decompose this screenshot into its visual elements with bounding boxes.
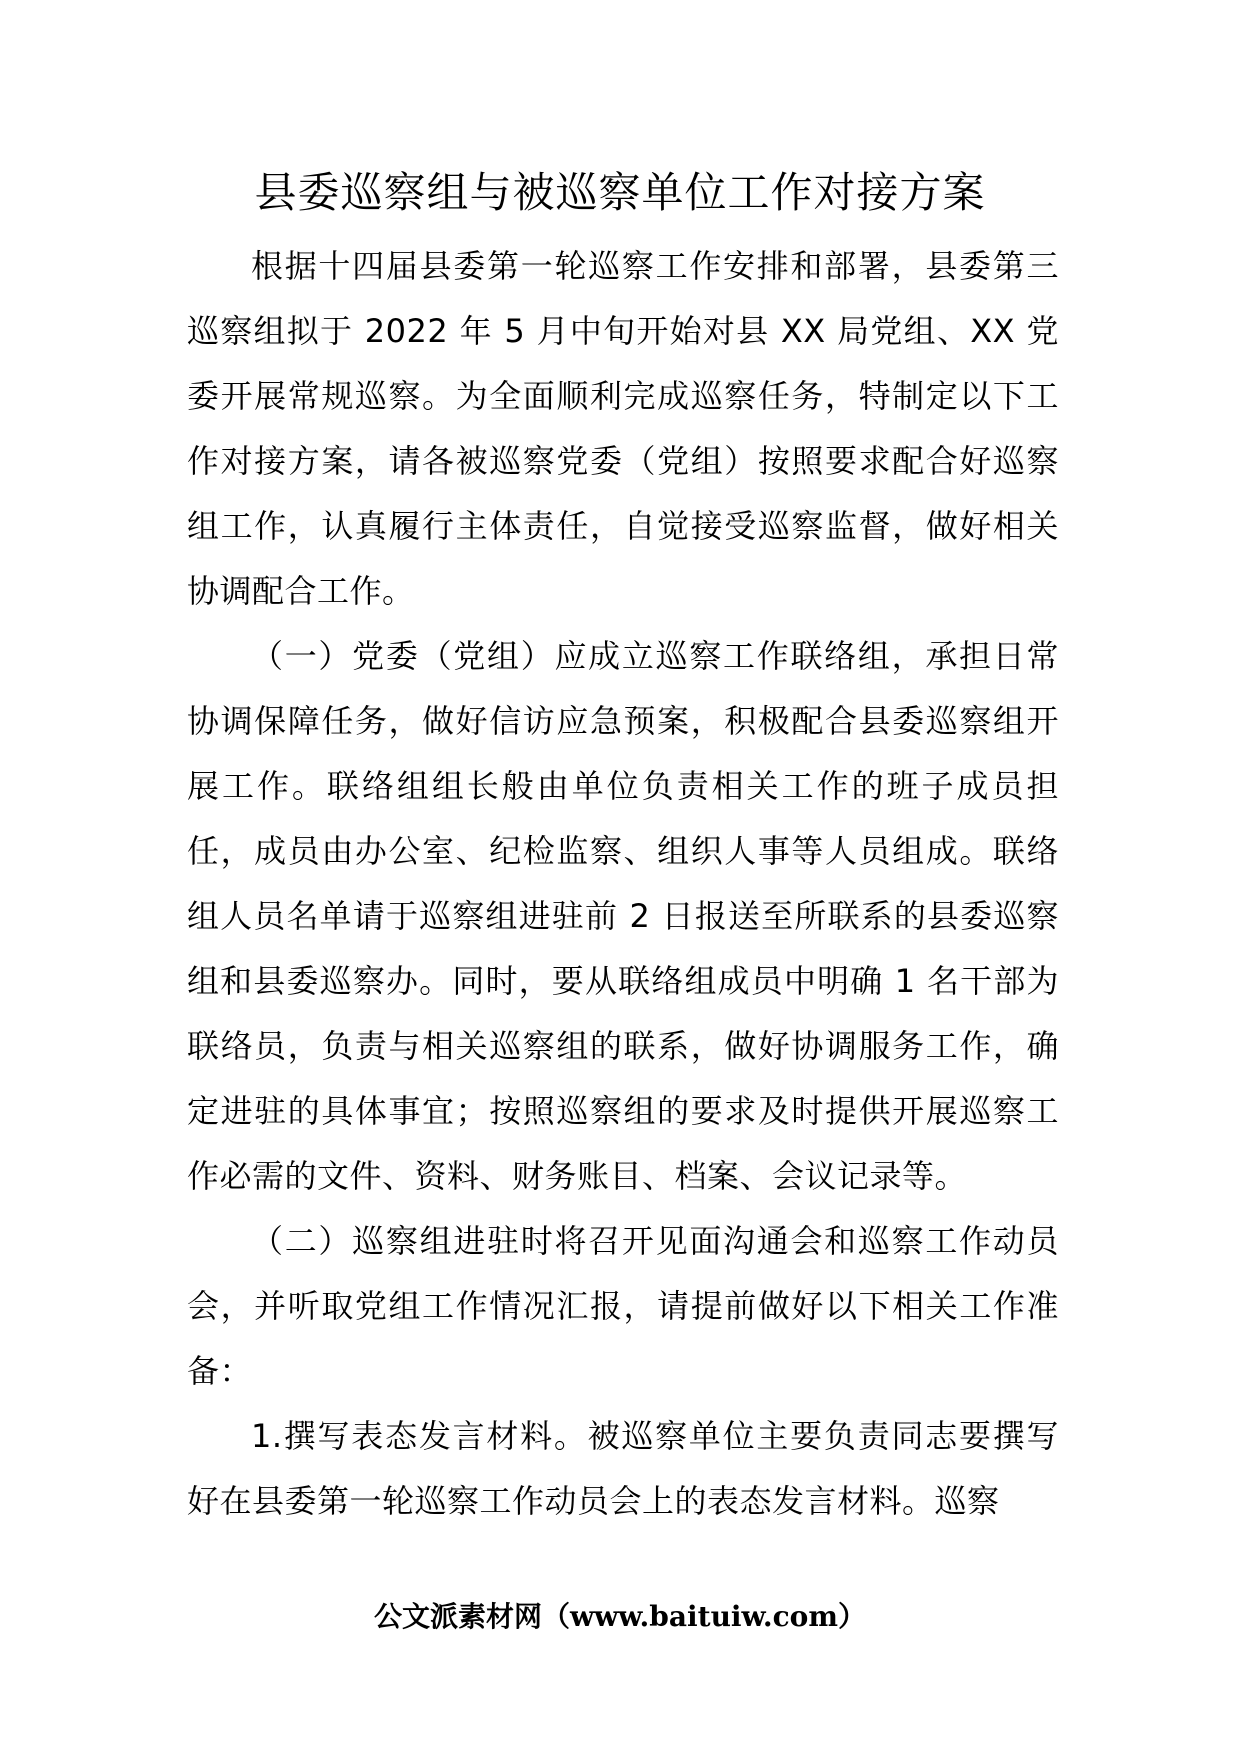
paragraph-section-2: （二）巡察组进驻时将召开见面沟通会和巡察工作动员会，并听取党组工作情况汇报，请提前做好以下相关工作准备： xyxy=(187,1222,1059,1390)
paragraph-section-1: （一）党委（党组）应成立巡察工作联络组，承担日常协调保障任务，做好信访应急预案，积极配合县委巡察组开展工作。联络组组长般由单位负责相关工作的班子成员担任，成员由办公室、纪检监察、组织人事等人员组成。联络组人员名单请于巡察组进驻前 2 日报送至所联系的县委巡察组和县委巡察办。同时，要从联络组成员中明确 1 名干部为联络员，负责与相关巡察组的联系，做好协调服务工作，确定进驻的具体事宜；按照巡察组的要求及时提供开展巡察工作必需的文件、资料、财务账目、档案、会议记录等。 xyxy=(187,637,1059,1195)
paragraph-item-1: 1.撰写表态发言材料。被巡察单位主要负责同志要撰写好在县委第一轮巡察工作动员会上的表态发言材料。巡察 xyxy=(187,1417,1059,1520)
footer-watermark: 公文派素材网（www.baituiw.com） xyxy=(374,1600,866,1633)
paragraph-intro: 根据十四届县委第一轮巡察工作安排和部署，县委第三巡察组拟于 2022 年 5 月中旬开始对县 XX 局党组、XX 党委开展常规巡察。为全面顺利完成巡察任务，特制定以下工作对接方案，请各被巡察党委（党组）按照要求配合好巡察组工作，认真履行主体责任，自觉接受巡察监督，做好相关协调配合工作。 xyxy=(187,247,1059,610)
page-title: 县委巡察组与被巡察单位工作对接方案 xyxy=(254,168,986,217)
document-body xyxy=(187,234,1059,1534)
